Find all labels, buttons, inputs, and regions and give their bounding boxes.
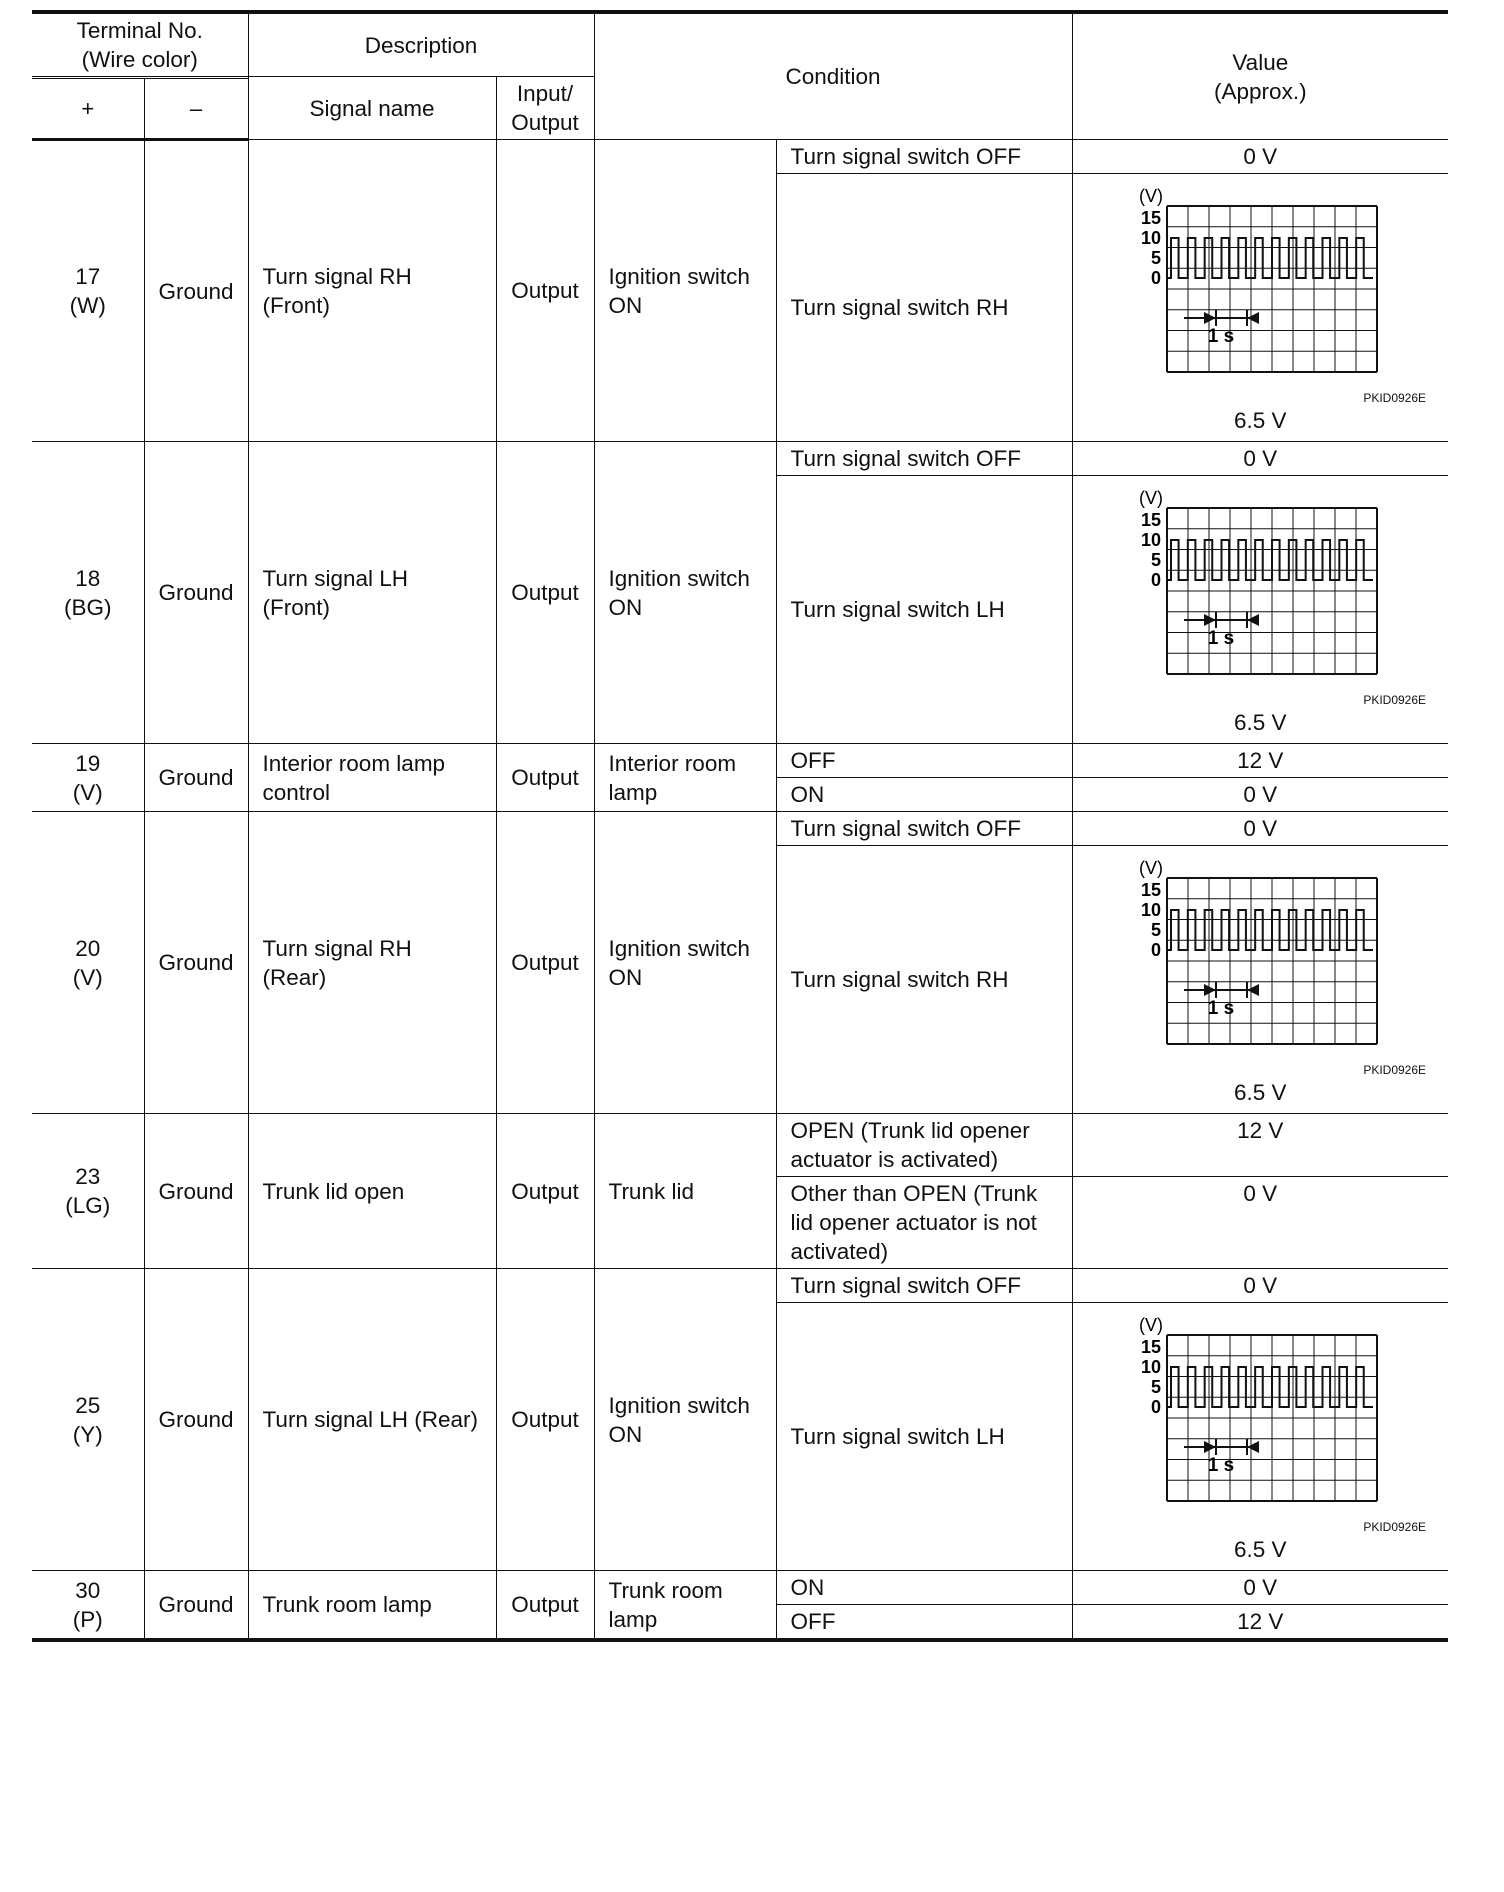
- terminal-number: 18: [75, 565, 101, 591]
- waveform-pulse-trace: [1167, 1367, 1373, 1407]
- terminal-number: 17: [75, 264, 101, 289]
- value-cell: 0 V: [1072, 1571, 1448, 1605]
- waveform-y-tick: 15: [1141, 208, 1162, 228]
- value-text: 6.5 V: [1234, 710, 1287, 735]
- waveform-time-label: 1 s: [1208, 628, 1235, 649]
- condition-cell: Ignition switch ON: [594, 1269, 776, 1571]
- condition-cell: Trunk room lamp: [594, 1571, 776, 1641]
- terminal-cell: [32, 140, 144, 442]
- state-cell: ON: [776, 1571, 1072, 1605]
- table-row: [32, 1114, 1448, 1177]
- value-header: Value (Approx.): [1072, 12, 1448, 140]
- terminal-number: 20: [75, 935, 101, 961]
- io-cell: Output: [496, 1269, 594, 1571]
- terminal-cell: [32, 1571, 144, 1641]
- waveform-figure: [1077, 854, 1445, 1107]
- waveform-y-tick: 15: [1141, 880, 1162, 900]
- state-cell: Turn signal switch LH: [776, 1303, 1072, 1571]
- waveform-figure: [1077, 484, 1445, 737]
- table-row: [32, 812, 1448, 846]
- minus-header: –: [144, 78, 248, 139]
- minus-terminal-cell: Ground: [144, 1114, 248, 1269]
- signal-name-header: Signal name: [248, 77, 496, 140]
- waveform-y-tick: 5: [1151, 920, 1162, 940]
- waveform-y-tick: 0: [1151, 940, 1162, 960]
- signal-name-cell: Turn signal LH (Rear): [248, 1269, 496, 1571]
- terminal-table-page: [32, 10, 1448, 1642]
- waveform-unit-label: (V): [1139, 186, 1164, 206]
- terminal-table: [32, 10, 1448, 1642]
- waveform-graph: [1125, 484, 1395, 694]
- waveform-grid: [1167, 878, 1377, 1044]
- condition-cell: Trunk lid: [594, 1114, 776, 1269]
- value-text: 6.5 V: [1234, 1537, 1287, 1562]
- waveform-pulse-trace: [1167, 540, 1373, 580]
- state-cell: Turn signal switch LH: [776, 476, 1072, 744]
- terminal-cell: [32, 442, 144, 744]
- value-text: 6.5 V: [1234, 408, 1287, 433]
- condition-cell: Ignition switch ON: [594, 442, 776, 744]
- table-row: [32, 442, 1448, 476]
- waveform-unit-label: (V): [1139, 488, 1164, 508]
- state-cell: Turn signal switch RH: [776, 174, 1072, 442]
- terminal-number: 25: [75, 1392, 101, 1418]
- state-cell: Turn signal switch OFF: [776, 1269, 1072, 1303]
- value-cell: 12 V: [1072, 744, 1448, 778]
- waveform-time-label: 1 s: [1208, 998, 1235, 1019]
- value-cell: 0 V: [1072, 1177, 1448, 1269]
- waveform-graph: [1125, 182, 1395, 392]
- terminal-number: 30: [75, 1577, 101, 1603]
- signal-name-cell: Turn signal LH (Front): [248, 442, 496, 744]
- waveform-figure: [1077, 182, 1445, 435]
- io-cell: Output: [496, 812, 594, 1114]
- waveform-y-tick: 5: [1151, 1377, 1162, 1397]
- signal-name-cell: Turn signal RH (Rear): [248, 812, 496, 1114]
- condition-header: Condition: [594, 12, 1072, 140]
- terminal-cell: [32, 1114, 144, 1269]
- minus-terminal-cell: Ground: [144, 744, 248, 812]
- time-scale-marker: [1184, 612, 1259, 628]
- waveform-y-tick: 5: [1151, 248, 1162, 268]
- wire-color: (W): [69, 293, 106, 318]
- figure-code: PKID0926E: [1363, 1063, 1427, 1077]
- table-row: [32, 744, 1448, 778]
- waveform-y-tick: 0: [1151, 268, 1162, 288]
- signal-name-cell: Turn signal RH (Front): [248, 140, 496, 442]
- minus-terminal-cell: Ground: [144, 140, 248, 442]
- waveform-y-tick: 10: [1141, 900, 1162, 920]
- waveform-time-label: 1 s: [1208, 326, 1235, 347]
- figure-code: PKID0926E: [1363, 693, 1427, 707]
- wire-color: (LG): [65, 1193, 111, 1218]
- condition-cell: Ignition switch ON: [594, 812, 776, 1114]
- waveform-grid: [1167, 206, 1377, 372]
- io-cell: Output: [496, 744, 594, 812]
- value-cell: [1072, 1303, 1448, 1571]
- value-cell: 12 V: [1072, 1114, 1448, 1177]
- terminal-number: 23: [75, 1164, 101, 1189]
- waveform-pulse-trace: [1167, 910, 1373, 950]
- condition-cell: Interior room lamp: [594, 744, 776, 812]
- waveform-grid: [1167, 508, 1377, 674]
- minus-terminal-cell: Ground: [144, 812, 248, 1114]
- waveform-figure: [1077, 1311, 1445, 1564]
- waveform-graph: [1125, 1311, 1395, 1521]
- value-cell: 0 V: [1072, 1269, 1448, 1303]
- value-cell: 0 V: [1072, 812, 1448, 846]
- condition-cell: Ignition switch ON: [594, 140, 776, 442]
- minus-terminal-cell: Ground: [144, 1571, 248, 1641]
- table-row: [32, 1269, 1448, 1303]
- state-cell: Turn signal switch RH: [776, 846, 1072, 1114]
- waveform-y-tick: 15: [1141, 1337, 1162, 1357]
- wire-color: (V): [72, 779, 103, 805]
- time-scale-marker: [1184, 982, 1259, 998]
- state-cell: Turn signal switch OFF: [776, 140, 1072, 174]
- waveform-unit-label: (V): [1139, 1315, 1164, 1335]
- waveform-pulse-trace: [1167, 238, 1373, 278]
- waveform-y-tick: 10: [1141, 1357, 1162, 1377]
- waveform-y-tick: 0: [1151, 570, 1162, 590]
- io-cell: Output: [496, 1571, 594, 1641]
- description-header: Description: [248, 12, 594, 77]
- io-cell: Output: [496, 1114, 594, 1269]
- waveform-y-tick: 15: [1141, 510, 1162, 530]
- state-cell: Turn signal switch OFF: [776, 812, 1072, 846]
- figure-code: PKID0926E: [1363, 1520, 1427, 1534]
- table-row: [32, 140, 1448, 174]
- state-cell: OFF: [776, 1605, 1072, 1641]
- plus-header: +: [32, 78, 144, 139]
- state-cell: ON: [776, 778, 1072, 812]
- terminal-cell: [32, 744, 144, 812]
- value-text: 6.5 V: [1234, 1080, 1287, 1105]
- value-cell: [1072, 174, 1448, 442]
- waveform-y-tick: 0: [1151, 1397, 1162, 1417]
- state-cell: OFF: [776, 744, 1072, 778]
- value-cell: [1072, 846, 1448, 1114]
- io-header: Input/ Output: [496, 77, 594, 140]
- waveform-unit-label: (V): [1139, 858, 1164, 878]
- terminal-cell: [32, 1269, 144, 1571]
- table-row: [32, 1571, 1448, 1605]
- time-scale-marker: [1184, 1439, 1259, 1455]
- terminal-number: 19: [75, 750, 101, 776]
- value-cell: [1072, 476, 1448, 744]
- value-cell: 0 V: [1072, 778, 1448, 812]
- waveform-time-label: 1 s: [1208, 1455, 1235, 1476]
- wire-color: (Y): [72, 1421, 103, 1447]
- value-cell: 0 V: [1072, 140, 1448, 174]
- waveform-graph: [1125, 854, 1395, 1064]
- wire-color: (P): [72, 1606, 103, 1632]
- figure-code: PKID0926E: [1363, 391, 1427, 405]
- terminal-no-header: Terminal No. (Wire color): [32, 12, 248, 77]
- wire-color: (BG): [64, 594, 112, 620]
- minus-terminal-cell: Ground: [144, 442, 248, 744]
- waveform-y-tick: 10: [1141, 228, 1162, 248]
- waveform-grid: [1167, 1335, 1377, 1501]
- state-cell: Turn signal switch OFF: [776, 442, 1072, 476]
- waveform-y-tick: 5: [1151, 550, 1162, 570]
- wire-color: (V): [72, 964, 103, 990]
- terminal-cell: [32, 812, 144, 1114]
- waveform-y-tick: 10: [1141, 530, 1162, 550]
- signal-name-cell: Trunk room lamp: [248, 1571, 496, 1641]
- time-scale-marker: [1184, 310, 1259, 326]
- io-cell: Output: [496, 442, 594, 744]
- signal-name-cell: Trunk lid open: [248, 1114, 496, 1269]
- state-cell: Other than OPEN (Trunk lid opener actuator is not activated): [776, 1177, 1072, 1269]
- value-cell: 12 V: [1072, 1605, 1448, 1641]
- minus-terminal-cell: Ground: [144, 1269, 248, 1571]
- io-cell: Output: [496, 140, 594, 442]
- value-cell: 0 V: [1072, 442, 1448, 476]
- state-cell: OPEN (Trunk lid opener actuator is activated): [776, 1114, 1072, 1177]
- table-body: [32, 140, 1448, 1641]
- signal-name-cell: Interior room lamp control: [248, 744, 496, 812]
